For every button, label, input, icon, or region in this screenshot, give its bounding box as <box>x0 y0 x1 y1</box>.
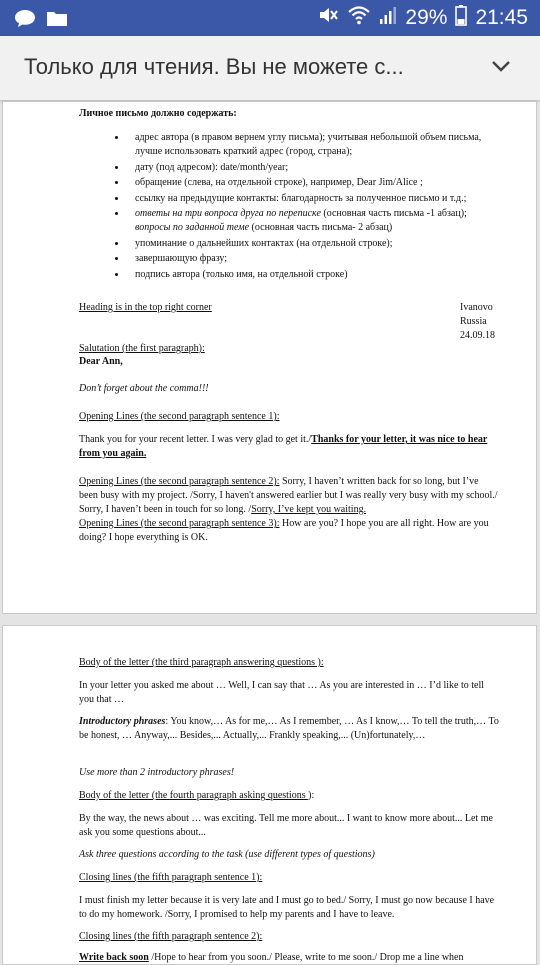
list-item: • обращение (слева, на отдельной строке), например, Dear Jim/Alice ; <box>127 176 499 190</box>
document-page-1 <box>2 101 537 614</box>
introductory-note: Use more than 2 introductory phrases! <box>79 767 235 778</box>
body1-label: Body of the letter (the third paragraph answering questions ): <box>79 657 324 668</box>
list-item: • подпись автора (только имя, на отдельной строке) <box>127 268 499 282</box>
signal-icon <box>379 4 397 32</box>
closing1-label: Closing lines (the fifth paragraph sentence 1): <box>79 872 263 883</box>
list-item: • завершающую фразу; <box>127 252 499 266</box>
list-item: • ссылку на предыдущие контакты: благодарность за полученное письмо и т.д.; <box>127 192 499 206</box>
document-page-2 <box>2 625 537 965</box>
list-item: • ответы на три вопроса друга по переписке (основная часть письма -1 абзац); вопросы по заданной теме (основная часть письма- 2 абзац) <box>127 207 499 235</box>
battery-icon <box>455 4 467 32</box>
heading-note: Heading is in the top right corner <box>79 302 212 313</box>
list-item: • адрес автора (в правом вернем углу письма); учитывая небольшой объем письма, лучше использовать краткий адрес (город, страна); <box>127 131 499 159</box>
address-date: 24.09.18 <box>460 330 495 341</box>
letter-requirements-heading: Личное письмо должно содержать: <box>79 108 237 119</box>
sender-address <box>460 301 495 343</box>
salutation-label: Salutation (the first paragraph): <box>79 343 205 354</box>
opening3-paragraph: Opening Lines (the second paragraph sentence 3): How are you? I hope you are all right. How are you doing? I hope everything is OK. <box>79 518 489 543</box>
chat-icon <box>14 8 36 33</box>
chevron-down-icon[interactable] <box>490 58 512 79</box>
closing1-text: I must finish my letter because it is very late and I must go to bed./ Sorry, I must go now because I have to do my homework. /Sorry, I promised to help my parents and I have to leave. <box>79 895 495 920</box>
closing2-label: Closing lines (the fifth paragraph sentence 2): <box>79 931 263 942</box>
body2-text: By the way, the news about … was exciting. Tell me more about... I want to know more about... Let me ask you some questions about... <box>79 813 493 838</box>
closing2-text: Write back soon /Hope to hear from you soon./ Please, write to me soon./ Drop me a line when <box>79 952 464 963</box>
address-country: Russia <box>460 316 487 327</box>
comma-note: Don’t forget about the comma!!! <box>79 383 209 394</box>
body2-label: Body of the letter (the fourth paragraph asking questions ): <box>79 790 315 801</box>
requirements-list <box>79 131 499 283</box>
battery-percent: 29% <box>405 6 448 29</box>
address-city: Ivanovo <box>460 302 493 313</box>
read-only-bar[interactable] <box>0 36 540 100</box>
introductory-phrases: Introductory phrases: You know,… As for me,… As I remember, … As I know,… To tell the truth,… To be honest, … Anyway,... Besides,... Actually,... Frankly speaking,... (Un)fortunately,… <box>79 716 499 741</box>
status-bar <box>0 0 540 36</box>
wifi-icon <box>347 4 371 32</box>
opening2-paragraph: Opening Lines (the second paragraph sentence 2): Sorry, I haven’t written back for so long, but I’ve been busy with my project. /Sorry, I haven't answered earlier but I was really very busy with my school./ Sorry, I haven’t been in touch for so long. /Sorry, I’ve kept you waiting. <box>79 476 498 515</box>
read-only-title: Только для чтения. Вы не можете с... <box>24 54 404 79</box>
salutation-example: Dear Ann, <box>79 356 123 367</box>
list-item: • упоминание о дальнейших контактах (на отдельной строке); <box>127 237 499 251</box>
questions-note: Ask three questions according to the task (use different types of questions) <box>79 849 375 860</box>
clock: 21:45 <box>475 6 528 29</box>
folder-icon <box>46 8 68 33</box>
body1-text: In your letter you asked me about … Well, I can say that … As you are interested in … I’d like to tell you that … <box>79 680 485 705</box>
list-item: • дату (под адресом): date/month/year; <box>127 161 499 175</box>
opening1-text: Thank you for your recent letter. I was very glad to get it./Thanks for your letter, it was nice to hear from you again. <box>79 434 488 459</box>
opening1-label: Opening Lines (the second paragraph sentence 1): <box>79 411 280 422</box>
mute-icon <box>317 4 339 32</box>
